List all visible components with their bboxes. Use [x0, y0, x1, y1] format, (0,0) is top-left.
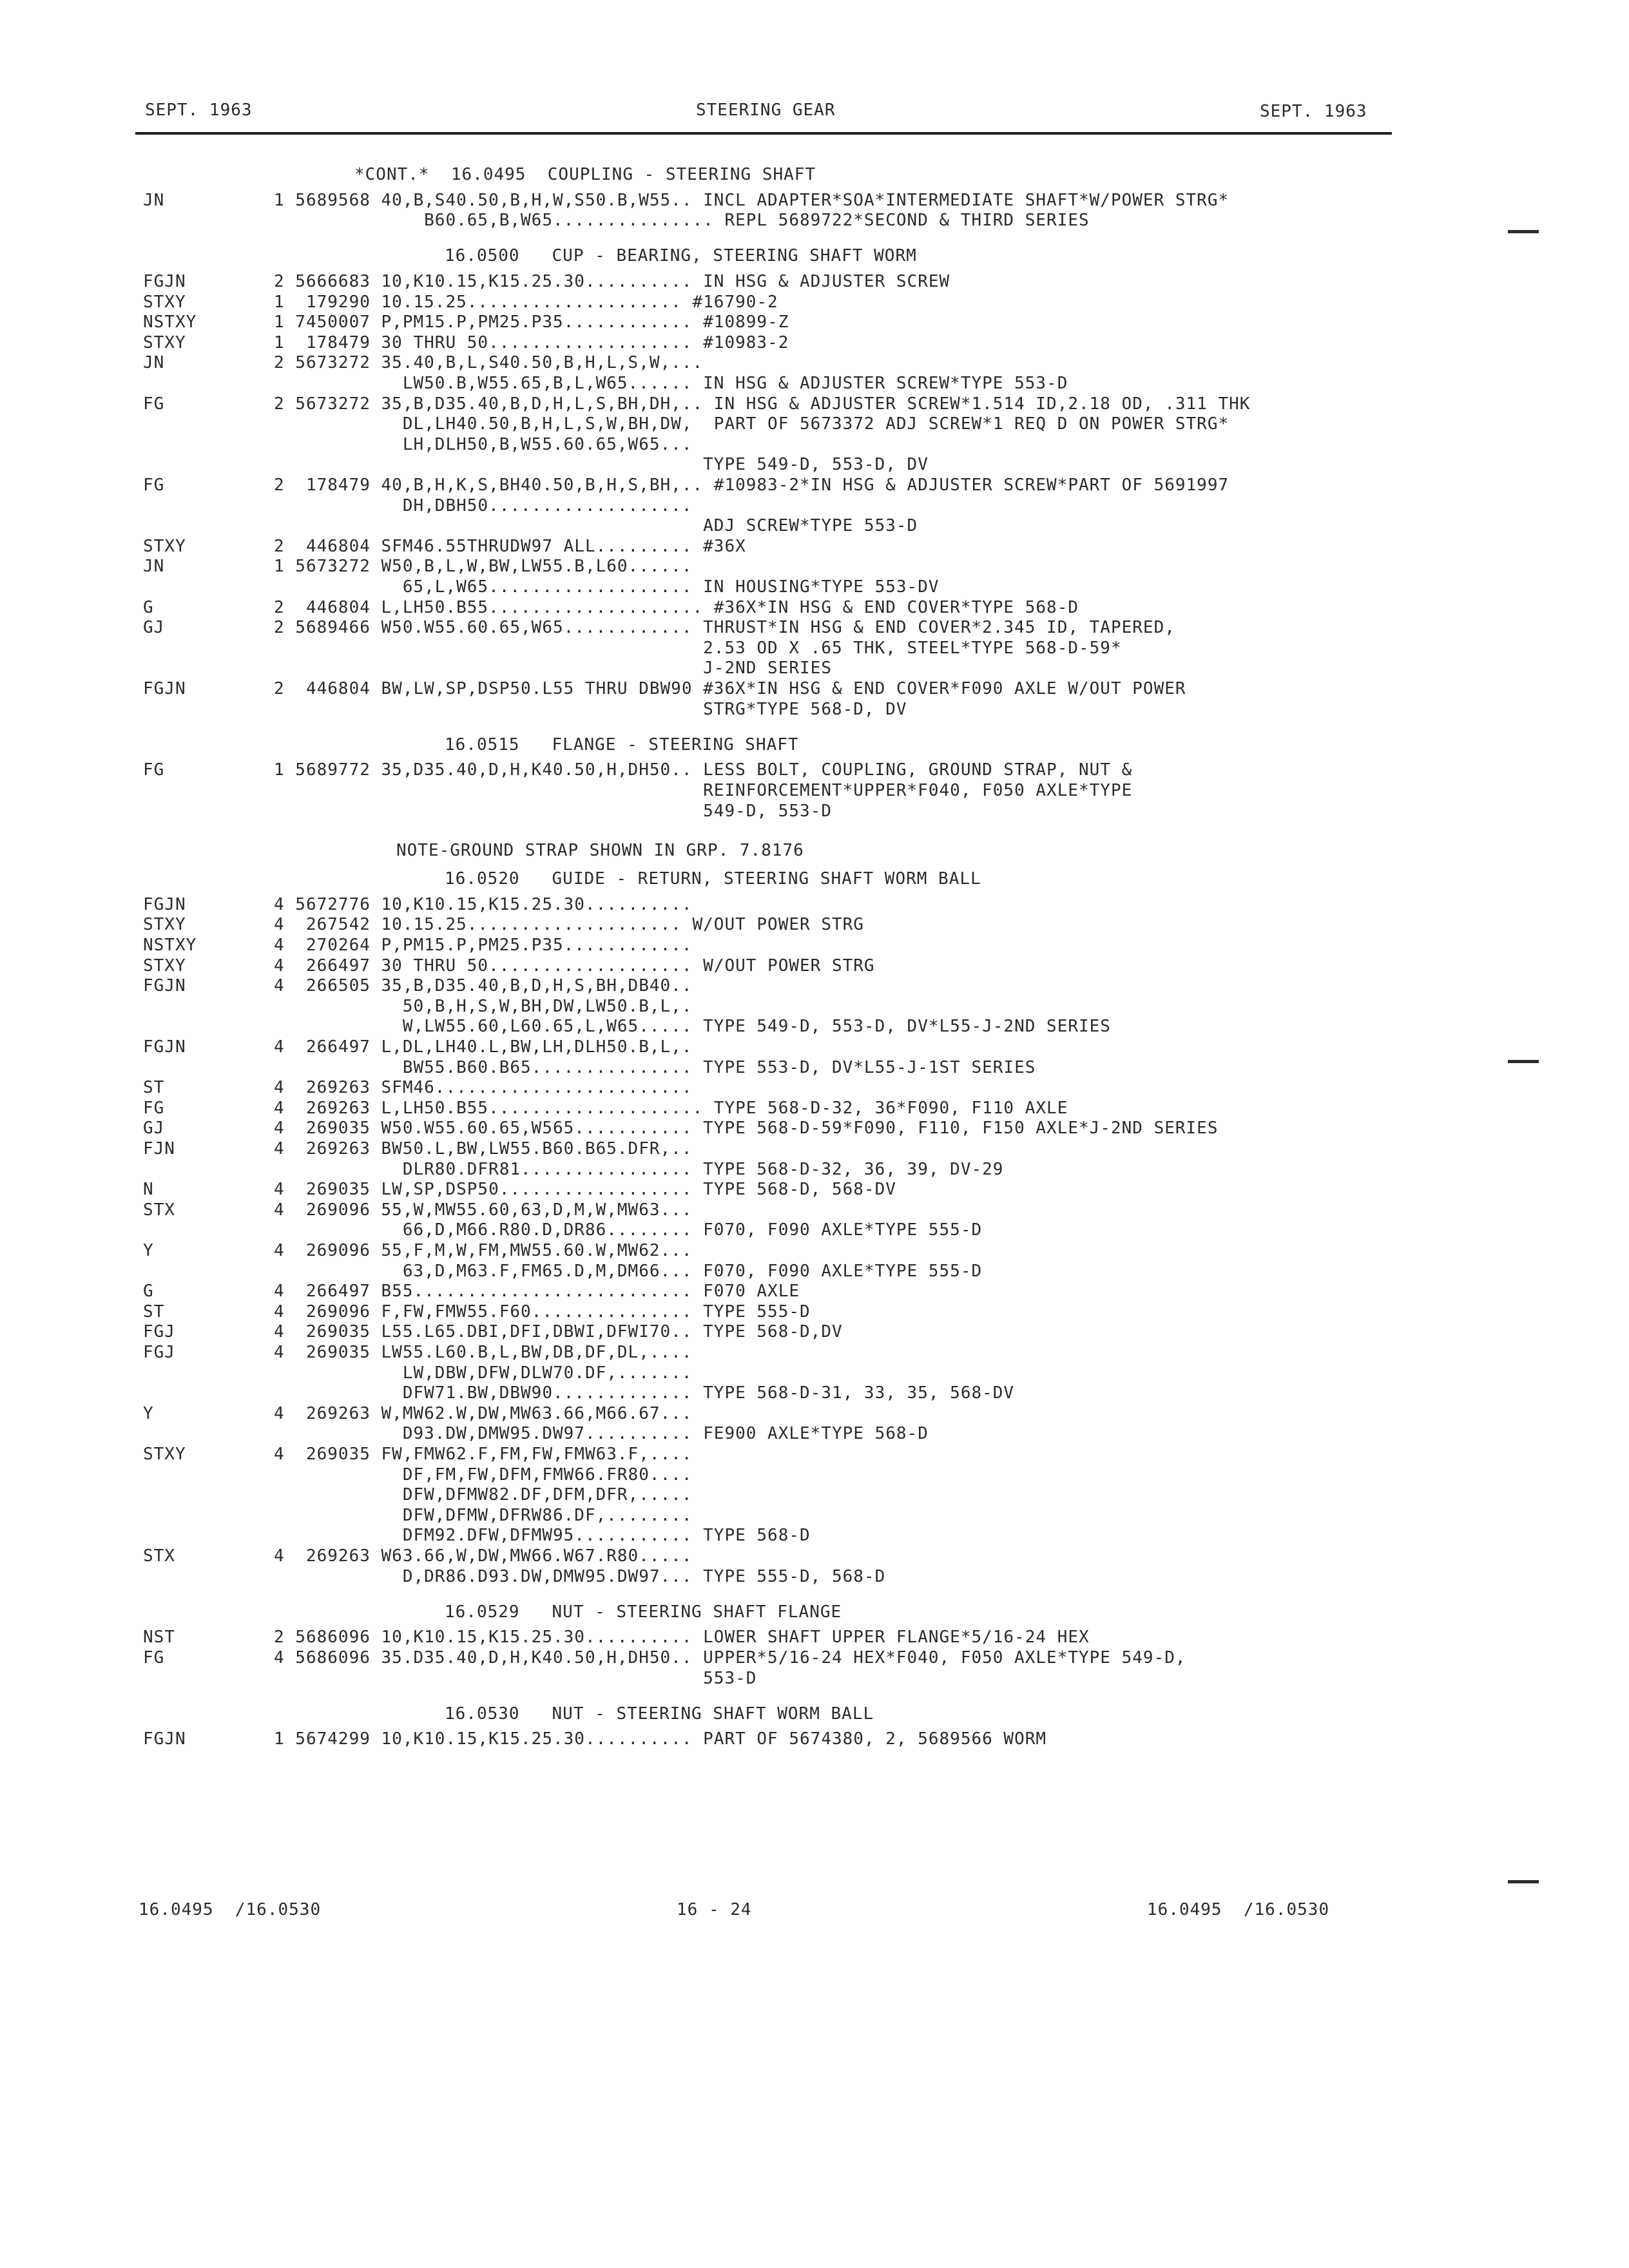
row-part-text: 4 266497 L,DL,LH40.L,BW,LH,DLH50.B,L,. — [274, 1037, 693, 1057]
row-part-text: 4 266497 30 THRU 50................... W/OUT POWER STRG — [274, 956, 875, 975]
section-heading: 16.0520 GUIDE - RETURN, STEERING SHAFT WORM BALL — [445, 869, 981, 889]
row-part-text: DFW,DFMW82.DF,DFM,DFR,..... — [274, 1485, 693, 1505]
row-part-text: LH,DLH50,B,W55.60.65,W65... — [274, 434, 693, 454]
row-model-codes: FGJN — [143, 976, 186, 996]
row-part-text: REINFORCEMENT*UPPER*F040, F050 AXLE*TYPE — [274, 780, 1133, 800]
row-model-codes: NSTXY — [143, 312, 197, 332]
row-model-codes: NSTXY — [143, 936, 197, 956]
row-model-codes: STXY — [143, 915, 186, 935]
row-part-text: 2 5673272 35.40,B,L,S40.50,B,H,L,S,W,... — [274, 353, 704, 373]
row-part-text: 1 5689568 40,B,S40.50,B,H,W,S50.B,W55.. INCL ADAPTER*SOA*INTERMEDIATE SHAFT*W/POWER STRG* — [274, 190, 1229, 210]
row-part-text: 4 269035 LW,SP,DSP50.................. TYPE 568-D, 568-DV — [274, 1180, 896, 1200]
row-part-text: LW50.B,W55.65,B,L,W65...... IN HSG & ADJUSTER SCREW*TYPE 553-D — [274, 373, 1068, 393]
row-model-codes: GJ — [143, 1119, 165, 1139]
row-part-text: 2 446804 SFM46.55THRUDW97 ALL......... #36X — [274, 536, 746, 556]
row-part-text: 4 269035 FW,FMW62.F,FM,FW,FMW63.F,.... — [274, 1445, 693, 1465]
row-part-text: 2 178479 40,B,H,K,S,BH40.50,B,H,S,BH,.. #10983-2*IN HSG & ADJUSTER SCREW*PART OF 5691997 — [274, 475, 1229, 495]
row-model-codes: STXY — [143, 332, 186, 352]
row-part-text: DLR80.DFR81................ TYPE 568-D-32, 36, 39, DV-29 — [274, 1159, 1004, 1179]
row-part-text: 2 5673272 35,B,D35.40,B,D,H,L,S,BH,DH,.. IN HSG & ADJUSTER SCREW*1.514 ID,2.18 OD, .311 THK — [274, 394, 1251, 414]
row-model-codes: GJ — [143, 618, 165, 638]
row-model-codes: G — [143, 597, 154, 617]
row-part-text: 4 269096 F,FW,FMW55.F60............... TYPE 555-D — [274, 1302, 811, 1321]
row-model-codes: ST — [143, 1078, 165, 1098]
row-part-text: D,DR86.D93.DW,DMW95.DW97... TYPE 555-D, 568-D — [274, 1566, 886, 1586]
row-part-text: DH,DBH50................... — [274, 495, 693, 515]
header-center: STEERING GEAR — [696, 101, 836, 120]
row-part-text: 4 266497 B55.......................... F070 AXLE — [274, 1282, 800, 1302]
row-part-text: 1 179290 10.15.25.................... #16790-2 — [274, 292, 778, 312]
section-heading: 16.0529 NUT - STEERING SHAFT FLANGE — [445, 1602, 842, 1622]
row-part-text: 65,L,W65................... IN HOUSING*TYPE 553-DV — [274, 577, 940, 597]
row-model-codes: FG — [143, 475, 165, 495]
row-part-text: B60.65,B,W65............... REPL 5689722*SECOND & THIRD SERIES — [274, 211, 1090, 231]
row-part-text: 2 5686096 10,K10.15,K15.25.30.......... LOWER SHAFT UPPER FLANGE*5/16-24 HEX — [274, 1628, 1090, 1648]
footer-left: 16.0495 /16.0530 — [139, 1900, 322, 1919]
row-part-text: 4 269035 W50.W55.60.65,W565........... TYPE 568-D-59*F090, F110, F150 AXLE*J-2ND SERIES — [274, 1119, 1219, 1139]
row-part-text: 4 269263 L,LH50.B55.................... TYPE 568-D-32, 36*F090, F110 AXLE — [274, 1098, 1068, 1118]
row-part-text: 2 446804 L,LH50.B55.................... #36X*IN HSG & END COVER*TYPE 568-D — [274, 597, 1079, 617]
header-rule — [135, 132, 1392, 135]
row-part-text: LW,DBW,DFW,DLW70.DF,....... — [274, 1363, 693, 1383]
row-part-text: 4 269263 SFM46........................ — [274, 1078, 693, 1098]
row-part-text: 4 269035 LW55.L60.B,L,BW,DB,DF,DL,.... — [274, 1343, 693, 1363]
row-part-text: 2 446804 BW,LW,SP,DSP50.L55 THRU DBW90 #36X*IN HSG & END COVER*F090 AXLE W/OUT POWER — [274, 678, 1186, 698]
row-model-codes: JN — [143, 190, 165, 210]
row-model-codes: STXY — [143, 536, 186, 556]
row-model-codes: STXY — [143, 292, 186, 312]
margin-mark — [1508, 1880, 1539, 1883]
row-part-text: 4 267542 10.15.25.................... W/OUT POWER STRG — [274, 915, 864, 935]
margin-mark — [1508, 1060, 1539, 1063]
row-part-text: 1 5673272 W50,B,L,W,BW,LW55.B,L60...... — [274, 557, 693, 577]
row-part-text: 50,B,H,S,W,BH,DW,LW50.B,L,. — [274, 996, 693, 1016]
section-heading: 16.0530 NUT - STEERING SHAFT WORM BALL — [445, 1704, 874, 1724]
row-model-codes: FGJN — [143, 894, 186, 914]
header-right: SEPT. 1963 — [1260, 102, 1367, 121]
row-part-text: 4 270264 P,PM15.P,PM25.P35............ — [274, 936, 693, 956]
row-model-codes: STX — [143, 1200, 175, 1220]
row-model-codes: FG — [143, 760, 165, 780]
row-part-text: BW55.B60.B65............... TYPE 553-D, DV*L55-J-1ST SERIES — [274, 1057, 1036, 1077]
row-model-codes: JN — [143, 557, 165, 577]
row-model-codes: FG — [143, 394, 165, 414]
footer-center: 16 - 24 — [677, 1900, 752, 1919]
row-part-text: 1 5689772 35,D35.40,D,H,K40.50,H,DH50.. LESS BOLT, COUPLING, GROUND STRAP, NUT & — [274, 760, 1133, 780]
row-part-text: 549-D, 553-D — [274, 801, 832, 821]
row-model-codes: FGJ — [143, 1322, 175, 1342]
row-part-text: 66,D,M66.R80.D,DR86........ F070, F090 AXLE*TYPE 555-D — [274, 1220, 983, 1240]
row-part-text: 4 269035 L55.L65.DBI,DFI,DBWI,DFWI70.. TYPE 568-D,DV — [274, 1322, 843, 1342]
row-part-text: DL,LH40.50,B,H,L,S,W,BH,DW, PART OF 5673372 ADJ SCREW*1 REQ D ON POWER STRG* — [274, 414, 1229, 434]
row-part-text: 1 7450007 P,PM15.P,PM25.P35............ #10899-Z — [274, 312, 789, 332]
row-part-text: W,LW55.60,L60.65,L,W65..... TYPE 549-D, 553-D, DV*L55-J-2ND SERIES — [274, 1017, 1111, 1037]
row-part-text: 4 5672776 10,K10.15,K15.25.30.......... — [274, 894, 693, 914]
row-part-text: DFM92.DFW,DFMW95........... TYPE 568-D — [274, 1526, 811, 1546]
row-part-text: 63,D,M63.F,FM65.D,M,DM66... F070, F090 AXLE*TYPE 555-D — [274, 1261, 983, 1281]
row-part-text: 4 269096 55,F,M,W,FM,MW55.60.W,MW62... — [274, 1241, 693, 1261]
row-part-text: ADJ SCREW*TYPE 553-D — [274, 516, 918, 536]
row-part-text: J-2ND SERIES — [274, 658, 832, 678]
row-part-text: 4 269263 BW50.L,BW,LW55.B60.B65.DFR,.. — [274, 1139, 693, 1159]
row-part-text: 4 269263 W,MW62.W,DW,MW63.66,M66.67... — [274, 1403, 693, 1423]
section-heading: 16.0500 CUP - BEARING, STEERING SHAFT WORM — [445, 246, 917, 266]
row-part-text: DFW71.BW,DBW90............. TYPE 568-D-31, 33, 35, 568-DV — [274, 1383, 1015, 1403]
row-model-codes: N — [143, 1180, 154, 1200]
row-part-text: 4 269263 W63.66,W,DW,MW66.W67.R80..... — [274, 1546, 693, 1566]
margin-mark — [1508, 230, 1539, 233]
row-part-text: 2 5666683 10,K10.15,K15.25.30.......... IN HSG & ADJUSTER SCREW — [274, 271, 950, 291]
row-model-codes: Y — [143, 1241, 154, 1261]
row-part-text: 553-D — [274, 1668, 757, 1688]
row-model-codes: JN — [143, 353, 165, 373]
row-part-text: DFW,DFMW,DFRW86.DF,........ — [274, 1505, 693, 1525]
row-model-codes: Y — [143, 1403, 154, 1423]
row-part-text: 2.53 OD X .65 THK, STEEL*TYPE 568-D-59* — [274, 638, 1122, 658]
row-model-codes: FGJN — [143, 1729, 186, 1749]
row-model-codes: STXY — [143, 956, 186, 975]
row-model-codes: FGJ — [143, 1343, 175, 1363]
header-left: SEPT. 1963 — [145, 101, 253, 120]
row-part-text: 1 178479 30 THRU 50................... #10983-2 — [274, 332, 789, 352]
row-model-codes: FJN — [143, 1139, 175, 1159]
row-part-text: 4 5686096 35.D35.40,D,H,K40.50,H,DH50.. UPPER*5/16-24 HEX*F040, F050 AXLE*TYPE 549-D, — [274, 1648, 1186, 1668]
row-model-codes: STXY — [143, 1445, 186, 1465]
row-part-text: DF,FM,FW,DFM,FMW66.FR80.... — [274, 1465, 693, 1485]
section-heading: *CONT.* 16.0495 COUPLING - STEERING SHAFT — [354, 165, 816, 184]
section-heading: 16.0515 FLANGE - STEERING SHAFT — [445, 735, 799, 754]
row-model-codes: FGJN — [143, 1037, 186, 1057]
row-model-codes: STX — [143, 1546, 175, 1566]
row-part-text: 4 269096 55,W,MW55.60,63,D,M,W,MW63... — [274, 1200, 693, 1220]
row-model-codes: FGJN — [143, 678, 186, 698]
row-part-text: TYPE 549-D, 553-D, DV — [274, 455, 929, 475]
row-model-codes: NST — [143, 1628, 175, 1648]
note-text: NOTE-GROUND STRAP SHOWN IN GRP. 7.8176 — [396, 841, 804, 861]
row-model-codes: FG — [143, 1648, 165, 1668]
row-part-text: 1 5674299 10,K10.15,K15.25.30.......... PART OF 5674380, 2, 5689566 WORM — [274, 1729, 1047, 1749]
row-model-codes: G — [143, 1282, 154, 1302]
row-part-text: 4 266505 35,B,D35.40,B,D,H,S,BH,DB40.. — [274, 976, 693, 996]
row-model-codes: ST — [143, 1302, 165, 1321]
row-part-text: 2 5689466 W50.W55.60.65,W65............ THRUST*IN HSG & END COVER*2.345 ID, TAPERED, — [274, 618, 1175, 638]
footer-right: 16.0495 /16.0530 — [1147, 1900, 1330, 1919]
row-model-codes: FGJN — [143, 271, 186, 291]
row-part-text: D93.DW,DMW95.DW97.......... FE900 AXLE*TYPE 568-D — [274, 1424, 929, 1444]
row-model-codes: FG — [143, 1098, 165, 1118]
row-part-text: STRG*TYPE 568-D, DV — [274, 699, 907, 719]
